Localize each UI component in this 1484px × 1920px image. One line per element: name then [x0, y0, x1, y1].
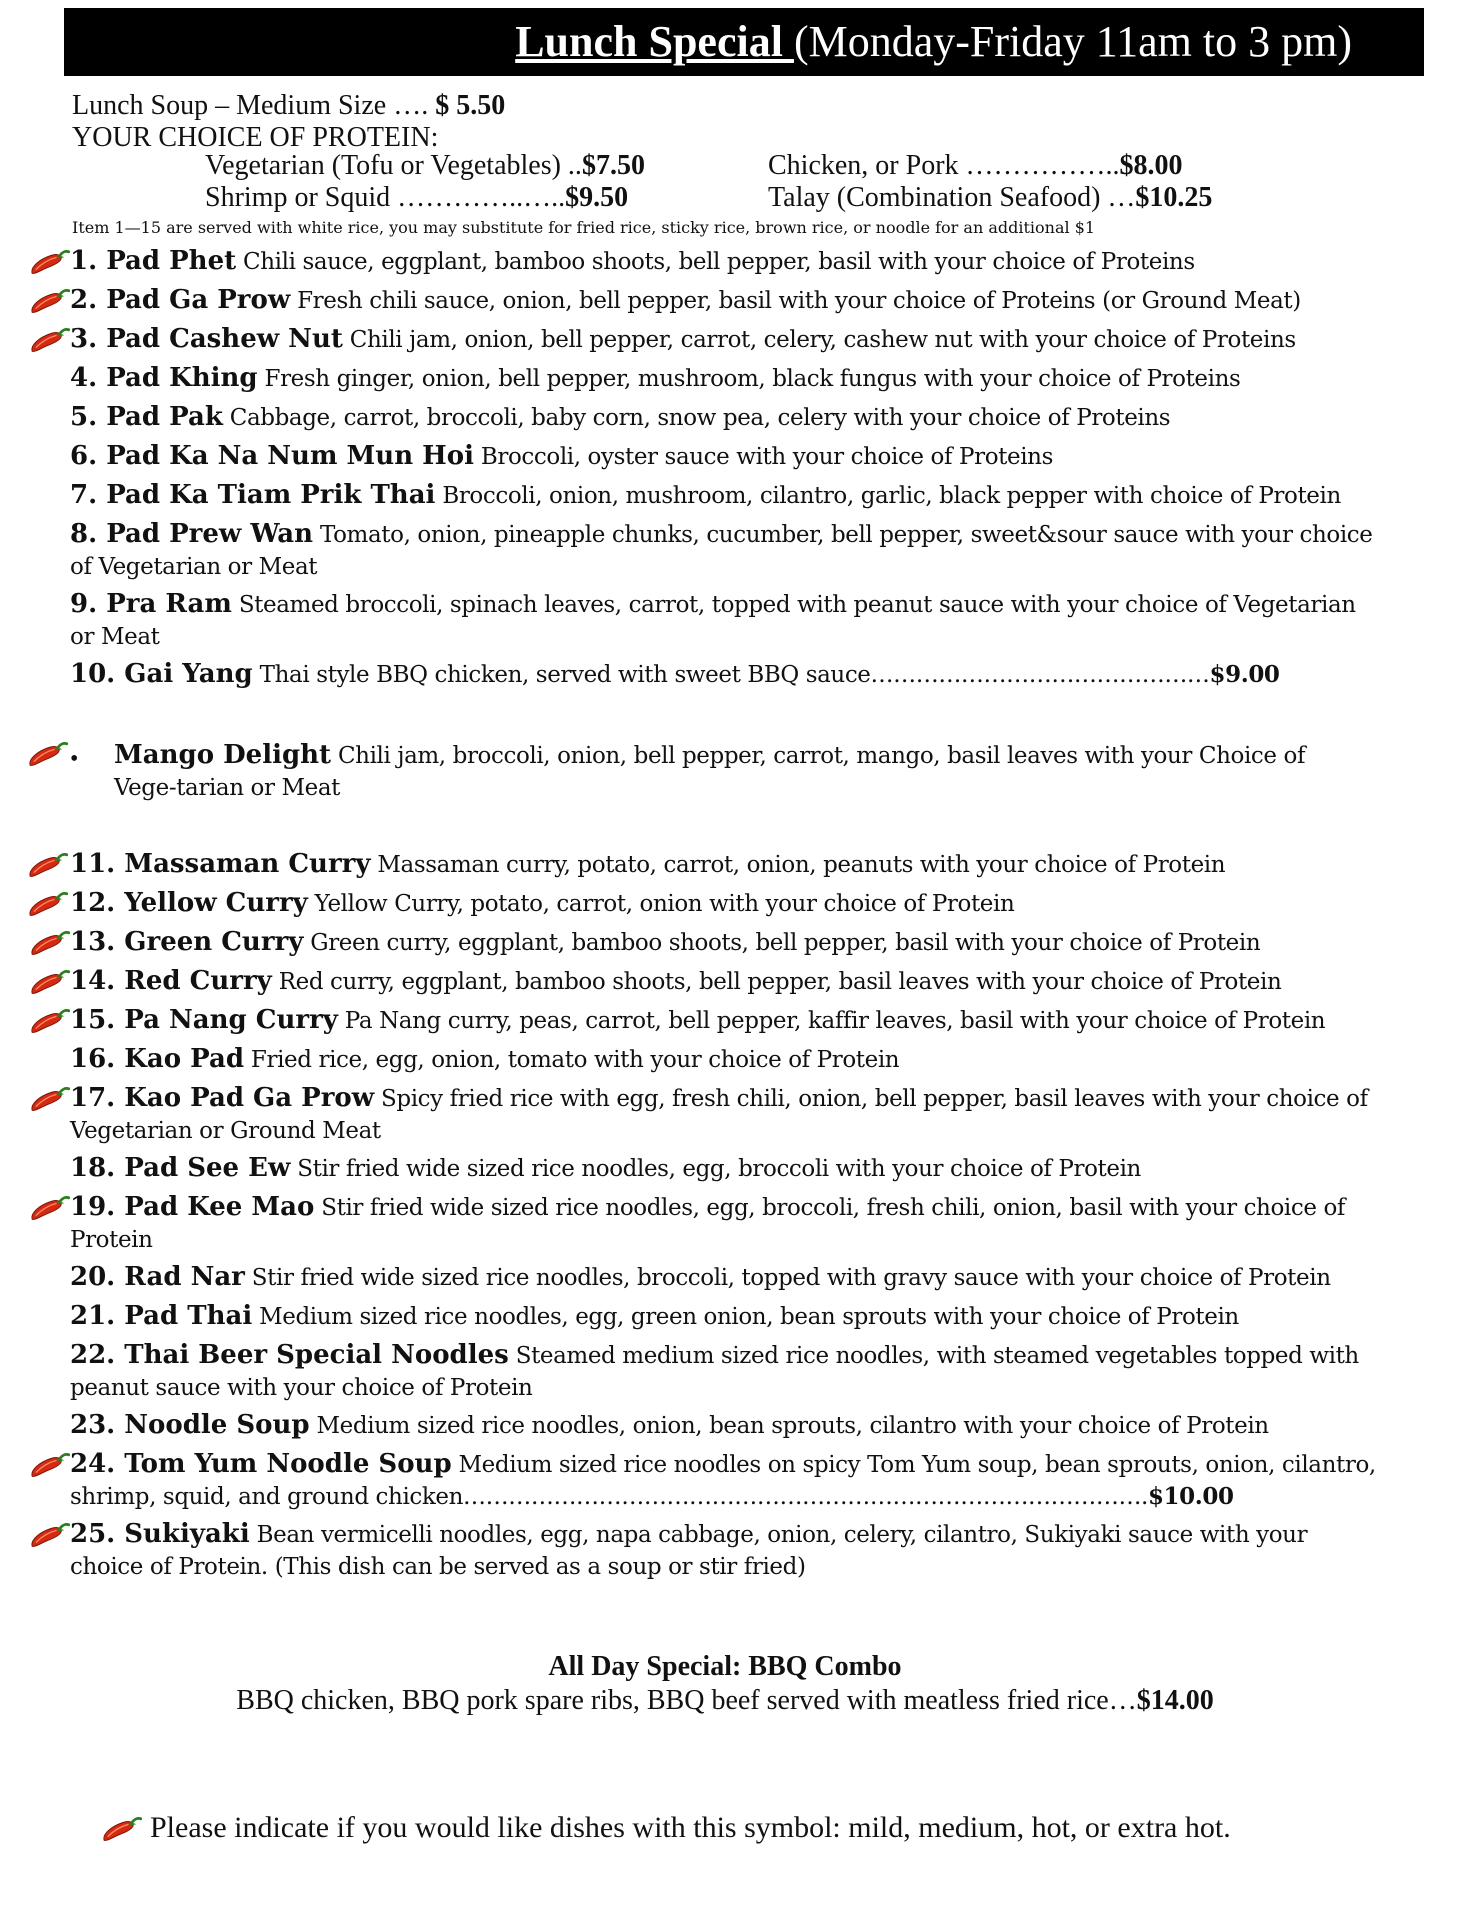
chili-pepper-icon [26, 1194, 72, 1224]
item-description: Steamed broccoli, spinach leaves, carrot, topped with peanut sauce with your choice of Vegetarian or Meat [70, 592, 1356, 650]
chili-pepper-icon [26, 1451, 72, 1481]
item-name: 5. Pad Pak [70, 402, 223, 432]
item-name: 9. Pra Ram [70, 589, 232, 619]
protein-price: $9.50 [565, 182, 629, 213]
item-price: $10.00 [1147, 1483, 1234, 1510]
item-description: Chili jam, onion, bell pepper, carrot, celery, cashew nut with your choice of Proteins [342, 327, 1296, 353]
item-description: Medium sized rice noodles on spicy Tom Yum soup, bean sprouts, onion, cilantro, shrimp, squid, and ground chicken………………………………………………………………………………. [70, 1452, 1376, 1510]
menu-item [70, 1448, 1380, 1513]
chili-pepper-icon [26, 1521, 72, 1551]
item-description: Stir fried wide sized rice noodles, egg, broccoli with your choice of Protein [290, 1156, 1141, 1182]
menu-item [70, 245, 1380, 278]
item-name: 25. Sukiyaki [70, 1519, 250, 1549]
protein-price: $7.50 [581, 150, 645, 181]
chili-pepper-icon [26, 1007, 72, 1037]
item-name: 18. Pad See Ew [70, 1153, 291, 1183]
item-description: Broccoli, oyster sauce with your choice of Proteins [473, 444, 1053, 470]
item-name: Mango Delight [114, 740, 332, 770]
protein-option [205, 150, 645, 182]
menu-item [70, 518, 1380, 583]
item-name: 12. Yellow Curry [70, 888, 308, 918]
menu-item [70, 1152, 1380, 1185]
chili-pepper-icon [26, 929, 72, 959]
item-description: Spicy fried rice with egg, fresh chili, onion, bell pepper, basil leaves with your choice of Vegetarian or Ground Meat [70, 1086, 1368, 1144]
menu-item [70, 926, 1380, 959]
chili-pepper-icon [98, 1815, 144, 1845]
item-name: 3. Pad Cashew Nut [70, 324, 343, 354]
chili-pepper-icon [26, 968, 72, 998]
protein-label: Vegetarian (Tofu or Vegetables) .. [205, 150, 582, 181]
protein-price: $8.00 [1119, 150, 1183, 181]
menu-item [70, 1261, 1380, 1294]
menu-item [114, 739, 1354, 804]
all-day-special-title: All Day Special: BBQ Combo [548, 1651, 902, 1682]
service-hours: (Monday-Friday 11am to 3 pm) [793, 17, 1352, 66]
item-name: 22. Thai Beer Special Noodles [70, 1340, 509, 1370]
item-description: Stir fried wide sized rice noodles, broccoli, topped with gravy sauce with your choice of Protein [244, 1265, 1331, 1291]
item-description: Chili jam, broccoli, onion, bell pepper, carrot, mango, basil leaves with your Choice of Vege-tarian or Meat [114, 743, 1306, 801]
item-name: 23. Noodle Soup [70, 1410, 310, 1440]
menu-item [70, 1191, 1380, 1256]
rice-substitution-note: Item 1—15 are served with white rice, you may substitute for fried rice, sticky rice, brown rice, or noodle for an additional $1 [72, 218, 1096, 237]
combo-price: $14.00 [1136, 1685, 1214, 1716]
lunch-soup [72, 90, 505, 122]
chili-pepper-icon [26, 326, 72, 356]
item-name: 10. Gai Yang [70, 659, 253, 689]
menu-item [70, 479, 1380, 512]
menu-item [70, 658, 1380, 691]
menu-item [70, 965, 1380, 998]
menu-item [70, 1043, 1380, 1076]
all-day-special-description [0, 1684, 1450, 1718]
menu-item [70, 1004, 1380, 1037]
chili-pepper-icon [26, 248, 72, 278]
item-name: 24. Tom Yum Noodle Soup [70, 1449, 452, 1479]
item-description: Medium sized rice noodles, onion, bean sprouts, cilantro with your choice of Protein [309, 1413, 1269, 1439]
item-name: 1. Pad Phet [70, 246, 237, 276]
item-description: Tomato, onion, pineapple chunks, cucumber, bell pepper, sweet&sour sauce with your choice of Vegetarian or Meat [70, 522, 1373, 580]
item-description: Stir fried wide sized rice noodles, egg, broccoli, fresh chili, onion, basil with your choice of Protein [70, 1195, 1346, 1253]
soup-price: $ 5.50 [435, 90, 506, 121]
item-description: Chili sauce, eggplant, bamboo shoots, bell pepper, basil with your choice of Proteins [236, 249, 1195, 275]
item-name: 4. Pad Khing [70, 363, 258, 393]
protein-option [768, 150, 1183, 182]
item-description: Cabbage, carrot, broccoli, baby corn, snow pea, celery with your choice of Proteins [222, 405, 1171, 431]
menu-item [70, 588, 1380, 653]
menu-item [70, 1518, 1380, 1583]
item-description: Thai style BBQ chicken, served with sweet BBQ sauce……………………………………… [252, 662, 1210, 688]
item-name: 8. Pad Prew Wan [70, 519, 314, 549]
item-name: 13. Green Curry [70, 927, 304, 957]
item-name: 14. Red Curry [70, 966, 272, 996]
spice-level-note: Please indicate if you would like dishes with this symbol: mild, medium, hot, or extra hot. [150, 1811, 1231, 1844]
item-name: 20. Rad Nar [70, 1262, 245, 1292]
header-text [515, 12, 1352, 72]
menu-item [70, 1300, 1380, 1333]
protein-label: Talay (Combination Seafood) … [768, 182, 1136, 213]
item-description: Bean vermicelli noodles, egg, napa cabbage, onion, celery, cilantro, Sukiyaki sauce with your choice of Protein. (This dish can be served as a soup or stir fried) [70, 1522, 1308, 1580]
protein-label: Shrimp or Squid …………..….. [205, 182, 566, 213]
chili-pepper-icon [24, 851, 70, 881]
menu-item [70, 1082, 1380, 1147]
protein-heading: YOUR CHOICE OF PROTEIN: [72, 122, 439, 153]
menu-item [70, 284, 1380, 317]
item-name: 17. Kao Pad Ga Prow [70, 1083, 375, 1113]
item-description: Fresh ginger, onion, bell pepper, mushroom, black fungus with your choice of Proteins [257, 366, 1241, 392]
item-name: 7. Pad Ka Tiam Prik Thai [70, 480, 436, 510]
header-banner [64, 8, 1424, 76]
combo-description: BBQ chicken, BBQ pork spare ribs, BBQ beef served with meatless fried rice… [236, 1685, 1137, 1716]
item-description: Steamed medium sized rice noodles, with steamed vegetables topped with peanut sauce with your choice of Protein [70, 1343, 1359, 1401]
item-description: Massaman curry, potato, carrot, onion, peanuts with your choice of Protein [370, 852, 1226, 878]
item-name: 19. Pad Kee Mao [70, 1192, 315, 1222]
item-description: Red curry, eggplant, bamboo shoots, bell pepper, basil leaves with your choice of Protein [271, 969, 1282, 995]
item-name: 11. Massaman Curry [70, 849, 371, 879]
item-name: 21. Pad Thai [70, 1301, 253, 1331]
menu-item [70, 440, 1380, 473]
chili-pepper-icon [24, 740, 70, 770]
protein-price: $10.25 [1135, 182, 1213, 213]
chili-pepper-icon [26, 287, 72, 317]
menu-item [70, 1339, 1380, 1404]
item-name: 2. Pad Ga Prow [70, 285, 291, 315]
chili-pepper-icon [24, 890, 70, 920]
menu-item [70, 401, 1380, 434]
menu-item [70, 1409, 1380, 1442]
item-description: Yellow Curry, potato, carrot, onion with your choice of Protein [307, 891, 1015, 917]
protein-option [768, 182, 1212, 214]
menu-item [70, 848, 1380, 881]
item-name: 16. Kao Pad [70, 1044, 245, 1074]
item-description: Fried rice, egg, onion, tomato with your choice of Protein [244, 1047, 900, 1073]
soup-label: Lunch Soup – Medium Size …. [72, 90, 436, 121]
page-title: Lunch Special [515, 17, 794, 66]
protein-label: Chicken, or Pork …………….. [768, 150, 1120, 181]
item-price: $9.00 [1209, 661, 1280, 688]
item-description: Pa Nang curry, peas, carrot, bell pepper, kaffir leaves, basil with your choice of Protein [337, 1008, 1326, 1034]
item-description: Green curry, eggplant, bamboo shoots, bell pepper, basil with your choice of Protein [303, 930, 1261, 956]
item-description: Broccoli, onion, mushroom, cilantro, garlic, black pepper with choice of Protein [435, 483, 1341, 509]
item-description: Medium sized rice noodles, egg, green onion, bean sprouts with your choice of Protein [252, 1304, 1239, 1330]
menu-item [70, 323, 1380, 356]
item-description: Fresh chili sauce, onion, bell pepper, basil with your choice of Proteins (or Ground Meat) [290, 288, 1301, 314]
menu-item [70, 362, 1380, 395]
chili-pepper-icon [26, 1085, 72, 1115]
protein-option [205, 182, 628, 214]
item-name: 6. Pad Ka Na Num Mun Hoi [70, 441, 474, 471]
item-name: 15. Pa Nang Curry [70, 1005, 338, 1035]
bullet-point: • [70, 746, 79, 772]
menu-item [70, 887, 1380, 920]
